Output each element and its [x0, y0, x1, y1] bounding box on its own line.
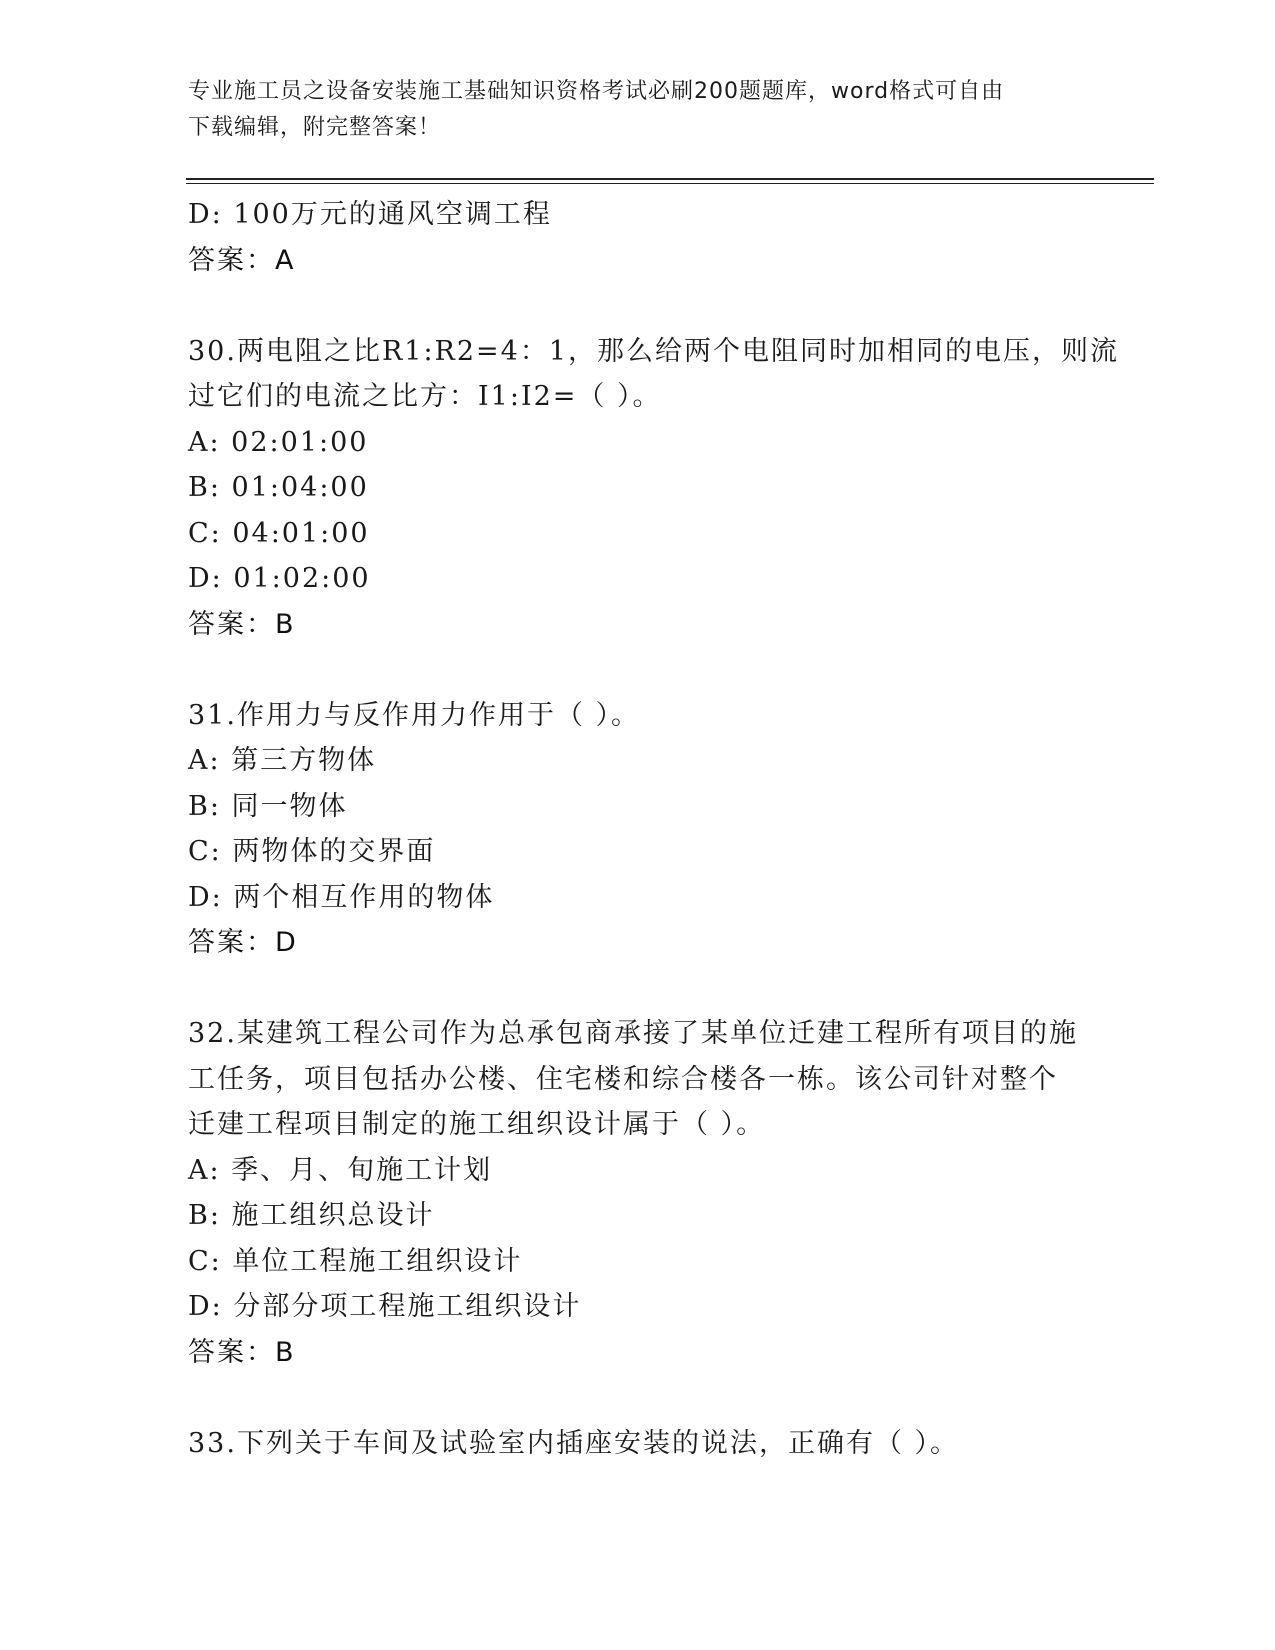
option-a: A: 第三方物体: [188, 745, 377, 776]
answer-label: 答案：D: [188, 927, 298, 958]
answer-label: 答案：B: [188, 608, 296, 640]
option-d: D: 01:02:00: [188, 563, 371, 594]
spacer: [188, 283, 1088, 329]
question-33: [188, 1421, 1088, 1467]
question-text-line-1: 32.某建筑工程公司作为总承包商承接了某单位迁建工程所有项目的施: [188, 1018, 1078, 1049]
option-b: B: 01:04:00: [188, 472, 369, 503]
option-a: A: 季、月、旬施工计划: [188, 1154, 493, 1186]
header-title-line-2: 下载编辑，附完整答案！: [188, 115, 442, 140]
header-divider-thin: [186, 183, 1154, 184]
option-d: D: 100万元的通风空调工程: [188, 199, 552, 230]
question-text-line-1: 31.作用力与反作用力作用于（ ）。: [188, 699, 641, 731]
answer-label: 答案：B: [188, 1336, 296, 1368]
question-text-line-1: 30.两电阻之比R1:R2=4：1，那么给两个电阻同时加相同的电压，则流: [188, 335, 1120, 367]
spacer: [188, 647, 1088, 693]
option-c: C: 04:01:00: [188, 517, 370, 549]
option-b: B: 同一物体: [188, 790, 348, 822]
question-29: [188, 192, 1088, 283]
header-divider-thick: [186, 178, 1154, 180]
question-text-line-3: 迁建工程项目制定的施工组织设计属于（ ）。: [188, 1109, 766, 1140]
question-32: [188, 1011, 1088, 1375]
option-d: D: 两个相互作用的物体: [188, 881, 495, 913]
spacer: [188, 1375, 1088, 1421]
question-30: [188, 329, 1120, 648]
option-b: B: 施工组织总设计: [188, 1200, 435, 1231]
question-text-line-2: 工任务，项目包括办公楼、住宅楼和综合楼各一栋。该公司针对整个: [188, 1063, 1058, 1095]
option-a: A: 02:01:00: [188, 426, 369, 458]
question-list: [188, 192, 1120, 1466]
question-text-line-2: 过它们的电流之比方：I1:I2=（ ）。: [188, 381, 662, 412]
option-c: C: 两物体的交界面: [188, 836, 436, 867]
question-31: [188, 693, 1088, 966]
spacer: [188, 966, 1088, 1012]
header-title-line-1: 专业施工员之设备安装施工基础知识资格考试必刷200题题库，word格式可自由: [188, 79, 1005, 104]
question-text-line-1: 33.下列关于车间及试验室内插座安装的说法，正确有（ ）。: [188, 1427, 960, 1459]
answer-label: 答案：A: [188, 244, 296, 276]
option-c: C: 单位工程施工组织设计: [188, 1245, 523, 1277]
document-header: [188, 74, 1088, 146]
option-d: D: 分部分项工程施工组织设计: [188, 1291, 582, 1322]
